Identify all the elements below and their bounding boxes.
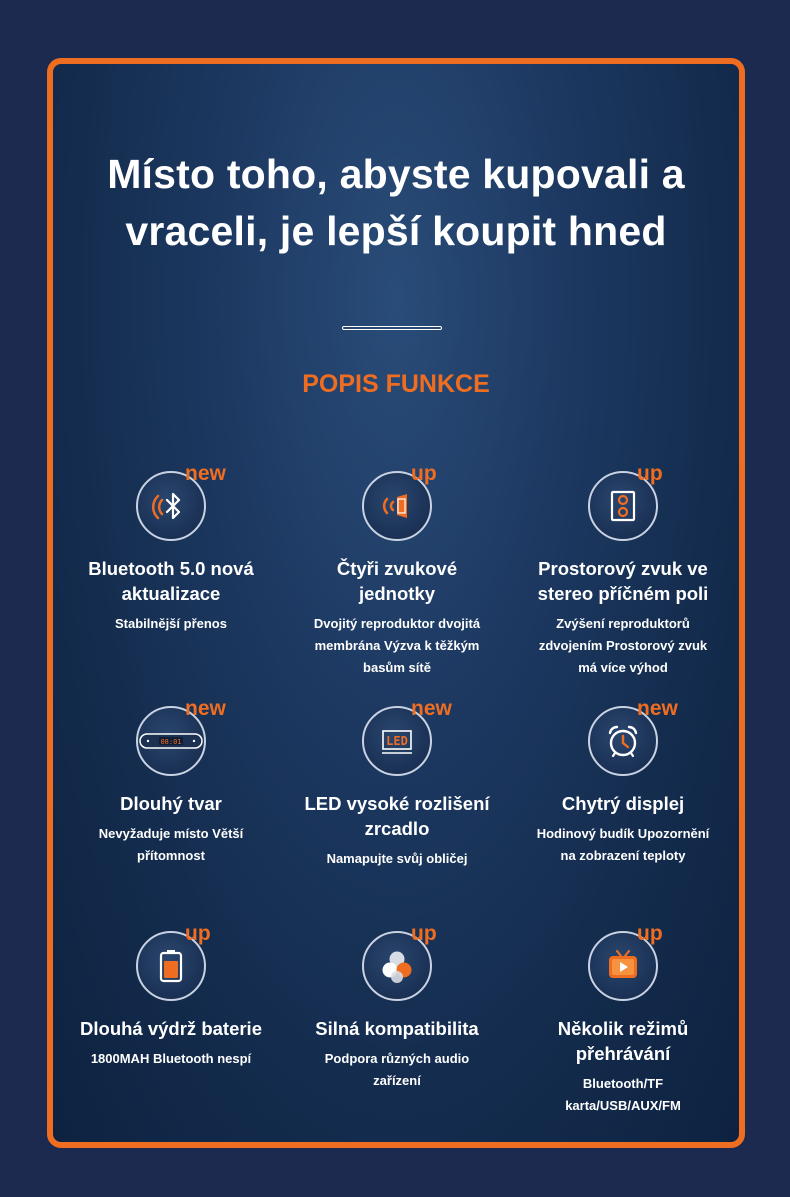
feature-title: [57, 1016, 285, 1041]
feature-title: [509, 556, 737, 606]
feature-title-line: Čtyři zvukové: [336, 558, 458, 579]
feature-description: [291, 848, 503, 870]
up-badge: up: [637, 922, 663, 945]
headline-line-2: vraceli, je lepší koupit hned: [125, 208, 667, 254]
feature-title-line: stereo příčném poli: [537, 583, 709, 604]
feature-description: [517, 613, 729, 679]
led-text: LED: [386, 734, 408, 748]
section-title: POPIS FUNKCE: [302, 370, 490, 398]
feature-description: [517, 1073, 729, 1117]
new-badge: new: [185, 697, 226, 720]
feature-description: [517, 823, 729, 867]
feature-title-line: Bluetooth 5.0 nová: [88, 558, 254, 579]
feature-title-line: Prostorový zvuk ve: [538, 558, 708, 579]
new-badge: new: [637, 697, 678, 720]
feature-desc-line: Zvýšení reproduktorů: [556, 616, 690, 631]
divider: [342, 326, 442, 330]
feature-description: [291, 1048, 503, 1092]
up-badge: up: [637, 462, 663, 485]
feature-description: [65, 613, 277, 635]
feature-title: [283, 1016, 511, 1041]
soundbar-clock-text: 08:01: [160, 738, 182, 746]
feature-description: [65, 823, 277, 867]
new-badge: new: [185, 462, 226, 485]
up-badge: up: [185, 922, 211, 945]
feature-desc-line: má více výhod: [578, 660, 668, 675]
feature-desc-line: karta/USB/AUX/FM: [565, 1098, 681, 1113]
feature-title-line: Několik režimů: [557, 1018, 689, 1039]
feature-desc-line: Nevyžaduje místo Větší: [98, 826, 244, 841]
feature-desc-line: Podpora různých audio: [324, 1051, 470, 1066]
up-badge: up: [411, 922, 437, 945]
feature-title: [57, 556, 285, 606]
feature-title: [509, 1016, 737, 1066]
feature-title-line: Chytrý displej: [561, 793, 685, 814]
feature-title: [283, 791, 511, 841]
feature-title-line: zrcadlo: [364, 818, 430, 839]
feature-title: [57, 791, 285, 816]
feature-title-line: Silná kompatibilita: [315, 1018, 479, 1039]
feature-desc-line: přítomnost: [137, 848, 205, 863]
feature-title: [509, 791, 737, 816]
feature-desc-line: zdvojením Prostorový zvuk: [538, 638, 708, 653]
feature-panel: [47, 58, 745, 1148]
new-badge: new: [411, 697, 452, 720]
feature-title-line: přehrávání: [575, 1043, 671, 1064]
headline-line-1: Místo toho, abyste kupovali a: [107, 151, 685, 197]
feature-title-line: aktualizace: [121, 583, 221, 604]
feature-title: [283, 556, 511, 606]
feature-desc-line: Hodinový budík Upozornění: [536, 826, 710, 841]
feature-desc-line: na zobrazení teploty: [560, 848, 686, 863]
feature-title-line: jednotky: [358, 583, 436, 604]
feature-desc-line: Namapujte svůj obličej: [326, 851, 468, 866]
feature-desc-line: 1800MAH Bluetooth nespí: [90, 1051, 252, 1066]
feature-description: [65, 1048, 277, 1070]
feature-desc-line: Bluetooth/TF: [582, 1076, 664, 1091]
feature-desc-line: Stabilnější přenos: [115, 616, 227, 631]
feature-title-line: LED vysoké rozlišení: [304, 793, 490, 814]
feature-desc-line: zařízení: [373, 1073, 421, 1088]
headline: [53, 146, 739, 260]
feature-description: [291, 613, 503, 679]
feature-desc-line: Dvojitý reproduktor dvojitá: [313, 616, 481, 631]
feature-title-line: Dlouhá výdrž baterie: [80, 1018, 262, 1039]
up-badge: up: [411, 462, 437, 485]
feature-title-line: Dlouhý tvar: [120, 793, 222, 814]
feature-desc-line: membrána Výzva k těžkým: [314, 638, 480, 653]
feature-desc-line: basům sítě: [363, 660, 431, 675]
